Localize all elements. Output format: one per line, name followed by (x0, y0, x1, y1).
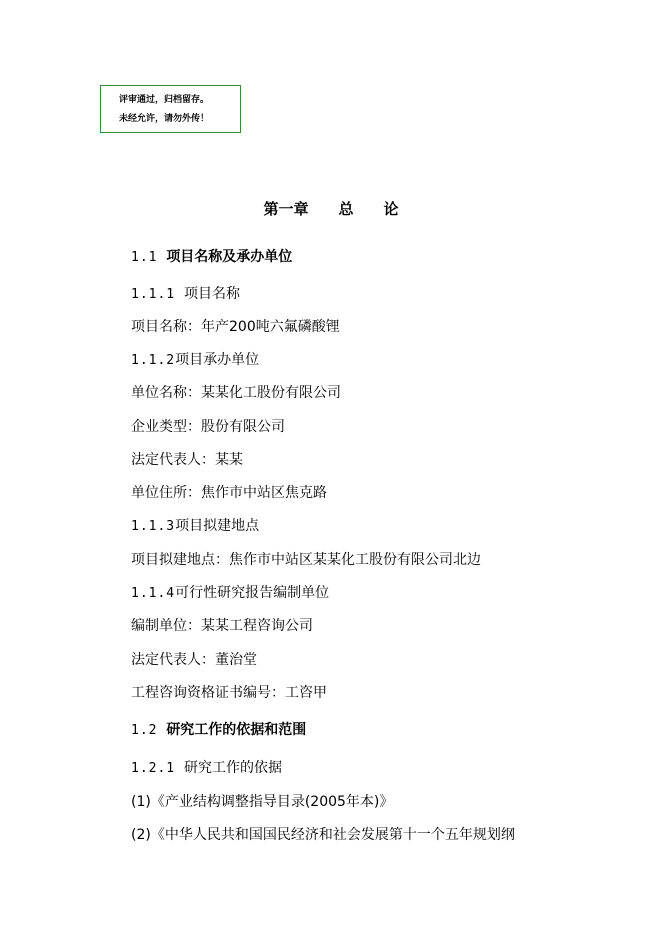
section-number: 1.2 (131, 723, 167, 738)
section-number: 1.2.1 (131, 761, 184, 776)
section-text: 研究工作的依据和范围 (166, 722, 307, 738)
paragraph-unit-address: 单位住所：焦作市中站区焦克路 (131, 485, 327, 501)
paragraph-unit-name: 单位名称：某某化工股份有限公司 (131, 385, 341, 401)
section-number: 1.1.3 (131, 519, 176, 534)
subsection-heading-1-1-3 (131, 516, 259, 537)
subsection-heading-1-1-1 (131, 284, 240, 305)
section-text: 项目名称 (183, 286, 240, 302)
section-heading-1-2 (131, 720, 306, 741)
section-text: 项目名称及承办单位 (166, 249, 293, 265)
paragraph-project-name: 项目名称：年产200吨六氟磷酸锂 (131, 319, 340, 335)
paragraph-project-site: 项目拟建地点：焦作市中站区某某化工股份有限公司北边 (131, 552, 481, 568)
subsection-heading-1-1-2 (131, 350, 259, 371)
paragraph-basis-1: (1)《产业结构调整指导目录(2005年本)》 (131, 794, 394, 810)
section-text: 研究工作的依据 (183, 760, 282, 776)
stamp-line-2: 未经允许，请勿外传！ (119, 114, 210, 124)
confidential-stamp-box (100, 85, 241, 133)
paragraph-legal-representative: 法定代表人：某某 (131, 452, 243, 468)
paragraph-legal-representative-2: 法定代表人：董治堂 (131, 652, 257, 668)
section-text: 项目拟建地点 (175, 518, 260, 534)
paragraph-enterprise-type: 企业类型：股份有限公司 (131, 419, 285, 435)
subsection-heading-1-2-1 (131, 758, 282, 779)
section-number: 1.1.2 (131, 353, 176, 368)
paragraph-basis-2: (2)《中华人民共和国国民经济和社会发展第十一个五年规划纲 (131, 827, 515, 843)
chapter-title: 第一章 总 论 (263, 200, 399, 218)
paragraph-compiler: 编制单位：某某工程咨询公司 (131, 618, 313, 634)
paragraph-certificate-number: 工程咨询资格证书编号：工咨甲 (131, 685, 327, 701)
section-heading-1-1 (131, 247, 292, 268)
subsection-heading-1-1-4 (131, 583, 329, 604)
section-text: 可行性研究报告编制单位 (175, 585, 330, 601)
stamp-line-1: 评审通过，归档留存。 (119, 95, 210, 105)
section-number: 1.1.4 (131, 586, 176, 601)
section-number: 1.1 (131, 250, 167, 265)
section-number: 1.1.1 (131, 287, 184, 302)
section-text: 项目承办单位 (175, 352, 260, 368)
